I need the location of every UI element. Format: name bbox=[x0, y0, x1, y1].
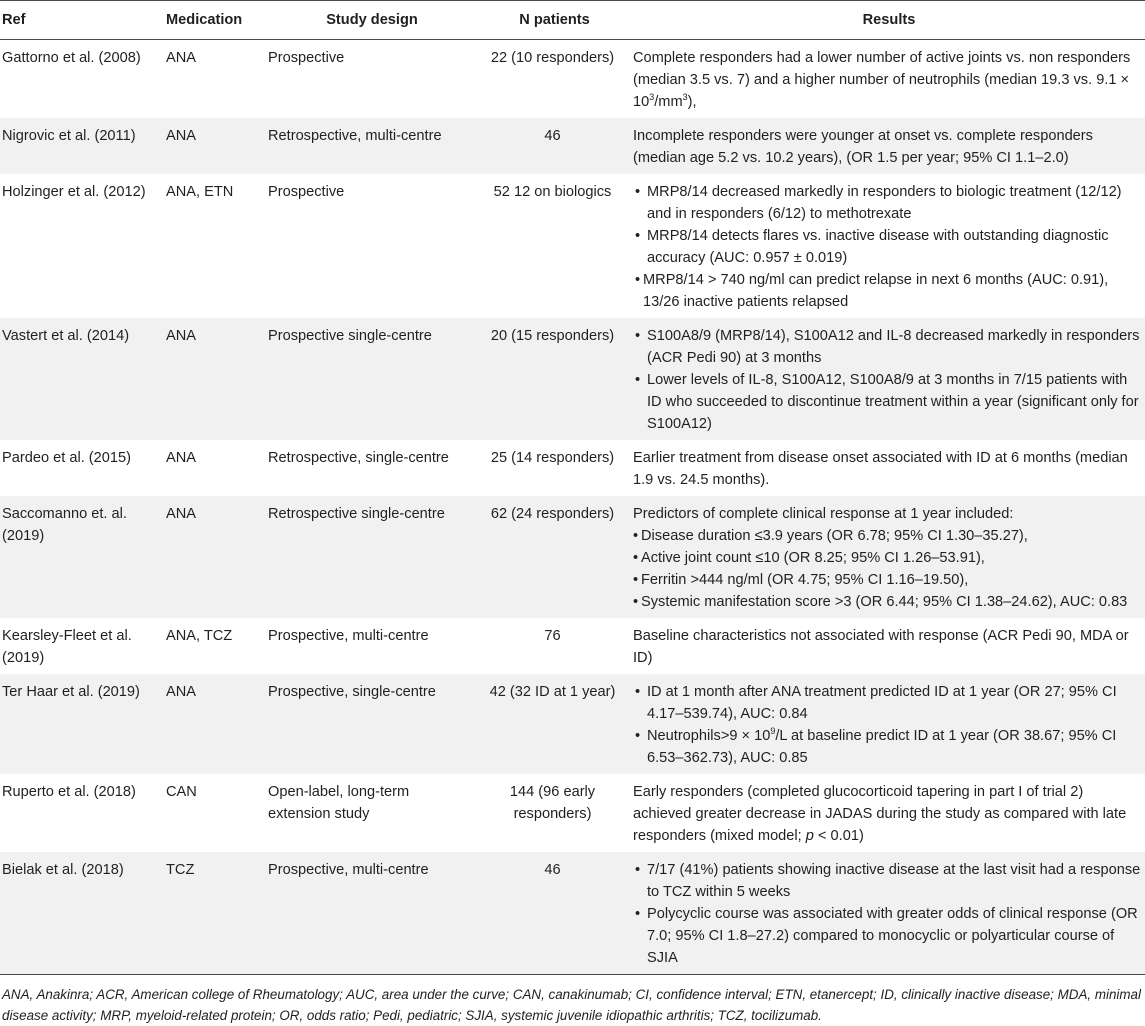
column-header-ref: Ref bbox=[0, 1, 164, 40]
table-footnote: ANA, Anakinra; ACR, American college of Rheumatology; AUC, area under the curve; CAN, canakinumab; CI, confidence interval; ETN, etanercept; ID, clinically inactive disease; MDA, minimal disease activity; MRP, myeloid-related protein; OR, odds ratio; Pedi, pediatric; SJIA, systemic juvenile idiopathic arthritis; TCZ, tocilizumab. bbox=[2, 987, 1141, 1023]
cell-study-design: Prospective, multi-centre bbox=[266, 852, 476, 975]
result-bullet-item: • MRP8/14 > 740 ng/ml can predict relapse in next 6 months (AUC: 0.91), 13/26 inactive patients relapsed bbox=[633, 269, 1141, 313]
cell-study-design: Prospective, multi-centre bbox=[268, 628, 429, 644]
table-row bbox=[0, 318, 1145, 440]
cell-study-design: Retrospective, single-centre bbox=[268, 450, 449, 466]
cell-study-design: Prospective, single-centre bbox=[268, 684, 436, 700]
cell-n-patients: 62 (24 responders) bbox=[490, 506, 615, 522]
result-text: Early responders (completed glucocorticoid tapering in part I of trial 2) achieved greater decrease in JADAS during the study as compared with late responders (mixed model; p < 0.01) bbox=[633, 784, 1127, 844]
cell-ref: Bielak et al. (2018) bbox=[0, 852, 164, 975]
table-row bbox=[0, 774, 1145, 852]
result-bullet-item: • S100A8/9 (MRP8/14), S100A12 and IL-8 decreased markedly in responders (ACR Pedi 90) at 3 months bbox=[633, 325, 1141, 369]
result-bullet-item: • Disease duration ≤3.9 years (OR 6.78; 95% CI 1.30–35.27), bbox=[633, 525, 1141, 547]
cell-results bbox=[631, 618, 1145, 674]
result-bullet-item: • Polycyclic course was associated with greater odds of clinical response (OR 7.0; 95% CI 1.8–27.2) compared to monocyclic or polyarticular course of SJIA bbox=[633, 903, 1141, 969]
result-bullet-item: • Ferritin >444 ng/ml (OR 4.75; 95% CI 1.16–19.50), bbox=[633, 569, 1141, 591]
cell-ref: Nigrovic et al. (2011) bbox=[2, 128, 136, 144]
cell-ref: Kearsley-Fleet et al. (2019) bbox=[2, 628, 132, 666]
result-bullet-item: • Active joint count ≤10 (OR 8.25; 95% CI 1.26–53.91), bbox=[633, 547, 1141, 569]
cell-medication: ANA bbox=[166, 684, 197, 700]
cell-results bbox=[631, 318, 1145, 440]
cell-n-patients: 52 12 on biologics bbox=[493, 184, 612, 200]
result-bullet-item: • MRP8/14 detects flares vs. inactive disease with outstanding diagnostic accuracy (AUC: 0.957 ± 0.019) bbox=[633, 225, 1141, 269]
result-bullet-item: • 7/17 (41%) patients showing inactive disease at the last visit had a response to TCZ within 5 weeks bbox=[633, 859, 1141, 903]
cell-medication: ANA bbox=[166, 506, 197, 522]
cell-medication: ANA, ETN bbox=[166, 184, 234, 200]
result-bullet-list bbox=[633, 859, 1141, 969]
cell-study-design: Prospective single-centre bbox=[268, 328, 432, 344]
cell-medication: ANA bbox=[166, 450, 197, 466]
cell-ref: Holzinger et al. (2012) bbox=[2, 184, 146, 200]
cell-ref: Pardeo et al. (2015) bbox=[2, 450, 131, 466]
cell-study-design: Prospective bbox=[268, 184, 345, 200]
result-text: Earlier treatment from disease onset associated with ID at 6 months (median 1.9 vs. 24.5 months). bbox=[633, 450, 1128, 488]
result-bullet-list bbox=[633, 325, 1141, 435]
table-header bbox=[0, 1, 1145, 40]
result-text: Baseline characteristics not associated with response (ACR Pedi 90, MDA or ID) bbox=[633, 628, 1129, 666]
cell-medication: ANA bbox=[166, 50, 197, 66]
cell-n-patients: 76 bbox=[544, 628, 561, 644]
cell-medication: ANA, TCZ bbox=[166, 628, 233, 644]
column-header-n-patients: N patients bbox=[476, 1, 631, 40]
cell-medication: ANA bbox=[166, 128, 197, 144]
table-body bbox=[0, 40, 1145, 975]
table-row bbox=[0, 440, 1145, 496]
cell-study-design: Open-label, long-term extension study bbox=[268, 784, 410, 822]
result-bullet-item: • Systemic manifestation score >3 (OR 6.44; 95% CI 1.38–24.62), AUC: 0.83 bbox=[633, 591, 1141, 613]
column-header-medication: Medication bbox=[164, 1, 266, 40]
cell-study-design: Retrospective, multi-centre bbox=[268, 128, 442, 144]
result-bullet-item: • Lower levels of IL-8, S100A12, S100A8/9 at 3 months in 7/15 patients with ID who succeeded to discontinue treatment within a year (significant only for S100A12) bbox=[633, 369, 1141, 435]
cell-ref: Saccomanno et. al. (2019) bbox=[2, 506, 127, 544]
cell-n-patients: 144 (96 early responders) bbox=[509, 784, 596, 822]
cell-study-design: Retrospective single-centre bbox=[268, 506, 445, 522]
table-row bbox=[0, 118, 1145, 174]
result-bullet-list bbox=[633, 681, 1141, 769]
cell-results bbox=[631, 174, 1145, 318]
cell-results bbox=[631, 674, 1145, 774]
cell-study-design: Prospective bbox=[268, 50, 345, 66]
column-header-results: Results bbox=[631, 1, 1145, 40]
result-text: Incomplete responders were younger at onset vs. complete responders (median age 5.2 vs. 10.2 years), (OR 1.5 per year; 95% CI 1.1–2.0) bbox=[633, 128, 1093, 166]
cell-results bbox=[631, 118, 1145, 174]
cell-results bbox=[631, 440, 1145, 496]
cell-ref: Ruperto et al. (2018) bbox=[2, 784, 136, 800]
cell-medication: TCZ bbox=[164, 852, 266, 975]
cell-n-patients: 25 (14 responders) bbox=[490, 450, 615, 466]
table-row bbox=[0, 496, 1145, 618]
cell-results bbox=[631, 774, 1145, 852]
table-row bbox=[0, 618, 1145, 674]
table-row bbox=[0, 174, 1145, 318]
result-bullet-item: • MRP8/14 decreased markedly in responders to biologic treatment (12/12) and in responders (6/12) to methotrexate bbox=[633, 181, 1141, 225]
cell-results bbox=[631, 496, 1145, 618]
cell-n-patients: 42 (32 ID at 1 year) bbox=[489, 684, 616, 700]
table-row bbox=[0, 852, 1145, 975]
result-bullet-list bbox=[633, 181, 1141, 313]
result-text: Complete responders had a lower number of active joints vs. non responders (median 3.5 vs. 7) and a higher number of neutrophils (median 19.3 vs. $9.1 \times 10^3/mm^3$), bbox=[633, 50, 1131, 110]
cell-medication: ANA bbox=[166, 328, 197, 344]
result-bullet-item: • Neutrophils>9 × $10^9/L$ at baseline predict ID at 1 year (OR 38.67; 95% CI 6.53–362.73), AUC: 0.85 bbox=[633, 725, 1141, 769]
cell-ref: Ter Haar et al. (2019) bbox=[2, 684, 140, 700]
cell-n-patients: 20 (15 responders) bbox=[490, 328, 615, 344]
cell-medication: CAN bbox=[166, 784, 197, 800]
result-bullet-list bbox=[633, 525, 1141, 613]
column-header-study-design: Study design bbox=[266, 1, 476, 40]
cell-n-patients: 46 bbox=[476, 852, 631, 975]
cell-ref: Gattorno et al. (2008) bbox=[2, 50, 141, 66]
result-text: Predictors of complete clinical response at 1 year included: bbox=[633, 506, 1014, 522]
table-row bbox=[0, 674, 1145, 774]
cell-n-patients: 22 (10 responders) bbox=[490, 50, 615, 66]
result-bullet-item: • ID at 1 month after ANA treatment predicted ID at 1 year (OR 27; 95% CI 4.17–539.74), AUC: 0.84 bbox=[633, 681, 1141, 725]
cell-results bbox=[631, 852, 1145, 975]
cell-results bbox=[631, 40, 1145, 119]
cell-n-patients: 46 bbox=[544, 128, 561, 144]
table-row bbox=[0, 40, 1145, 119]
cell-ref: Vastert et al. (2014) bbox=[2, 328, 130, 344]
